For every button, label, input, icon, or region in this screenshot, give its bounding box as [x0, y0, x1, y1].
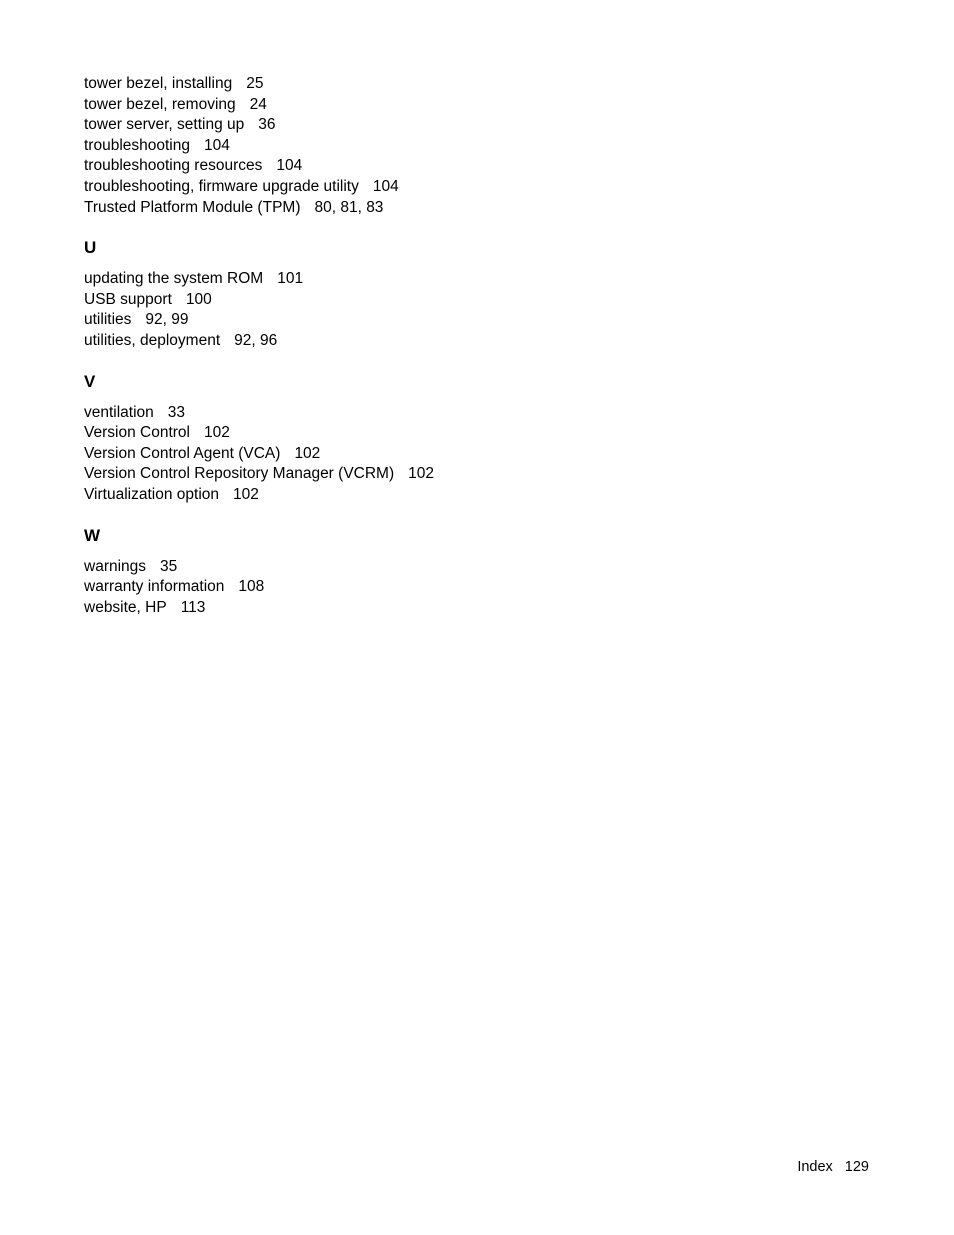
index-section-u	[84, 237, 784, 351]
entry-pages[interactable]: 102	[203, 424, 230, 442]
entry-pages[interactable]: 25	[246, 75, 264, 92]
index-section-w	[84, 525, 784, 619]
entry-term: updating the system ROM	[84, 270, 264, 288]
index-entry	[84, 115, 784, 136]
entry-pages[interactable]: 92, 96	[234, 331, 278, 349]
index-entry	[84, 95, 784, 116]
section-letter-heading: V	[84, 371, 96, 391]
entry-term: utilities, deployment	[84, 331, 221, 349]
entry-term: Version Control	[84, 424, 190, 442]
entry-pages[interactable]: 104	[204, 136, 230, 154]
section-letter-heading: W	[84, 525, 101, 545]
entry-pages[interactable]: 24	[249, 95, 267, 113]
entry-term: Trusted Platform Module (TPM)	[84, 198, 301, 216]
index-entry	[84, 269, 784, 290]
index-entry	[84, 136, 784, 157]
footer-page-number: 129	[844, 1159, 869, 1175]
entry-term: ventilation	[84, 403, 154, 421]
entry-pages[interactable]: 104	[372, 177, 399, 195]
section-letter-heading: U	[84, 238, 97, 258]
entry-pages[interactable]: 101	[277, 270, 304, 288]
index-entry	[84, 423, 784, 444]
entry-pages[interactable]: 104	[276, 157, 303, 175]
entry-term: warranty information	[84, 578, 225, 596]
entry-pages[interactable]: 102	[408, 465, 434, 483]
index-section-t	[84, 74, 784, 218]
index-entry	[84, 485, 784, 506]
entry-term: utilities	[84, 311, 132, 329]
entry-term: troubleshooting	[84, 136, 190, 154]
entry-pages[interactable]: 33	[167, 403, 186, 421]
entry-pages[interactable]: 113	[180, 598, 206, 616]
entry-term: Virtualization option	[84, 485, 219, 503]
entry-term: website, HP	[84, 598, 167, 616]
page-footer	[797, 1157, 869, 1177]
entry-pages[interactable]: 36	[258, 116, 276, 134]
entry-pages[interactable]: 102	[233, 485, 259, 503]
index-entry	[84, 464, 784, 485]
entry-term: warnings	[84, 557, 147, 575]
index-entry	[84, 403, 784, 424]
index-entry	[84, 198, 784, 219]
entry-term: troubleshooting, firmware upgrade utility	[84, 177, 359, 195]
entry-term: Version Control Agent (VCA)	[84, 444, 281, 462]
entry-term: troubleshooting resources	[84, 157, 263, 175]
entry-pages[interactable]: 102	[294, 444, 321, 462]
entry-term: tower bezel, installing	[84, 75, 233, 92]
entry-term: Version Control Repository Manager (VCRM)	[84, 465, 395, 483]
index-entry	[84, 156, 784, 177]
index-entry	[84, 444, 784, 465]
index-entry	[84, 290, 784, 311]
index-entry	[84, 177, 784, 198]
index-entry	[84, 598, 784, 619]
entry-pages[interactable]: 92, 99	[145, 311, 189, 329]
index-entry	[84, 74, 784, 95]
footer-section-label: Index	[797, 1159, 833, 1175]
index-entry	[84, 310, 784, 331]
entry-pages[interactable]: 108	[238, 578, 265, 596]
index-body	[84, 74, 784, 618]
entry-pages[interactable]: 35	[160, 557, 178, 575]
entry-term: tower server, setting up	[84, 116, 245, 134]
index-entry	[84, 331, 784, 352]
index-section-v	[84, 371, 784, 506]
index-entry	[84, 577, 784, 598]
entry-term: tower bezel, removing	[84, 95, 236, 113]
entry-pages[interactable]: 100	[185, 290, 212, 308]
entry-term: USB support	[84, 290, 172, 308]
index-entry	[84, 557, 784, 578]
entry-pages[interactable]: 80, 81, 83	[314, 198, 384, 216]
